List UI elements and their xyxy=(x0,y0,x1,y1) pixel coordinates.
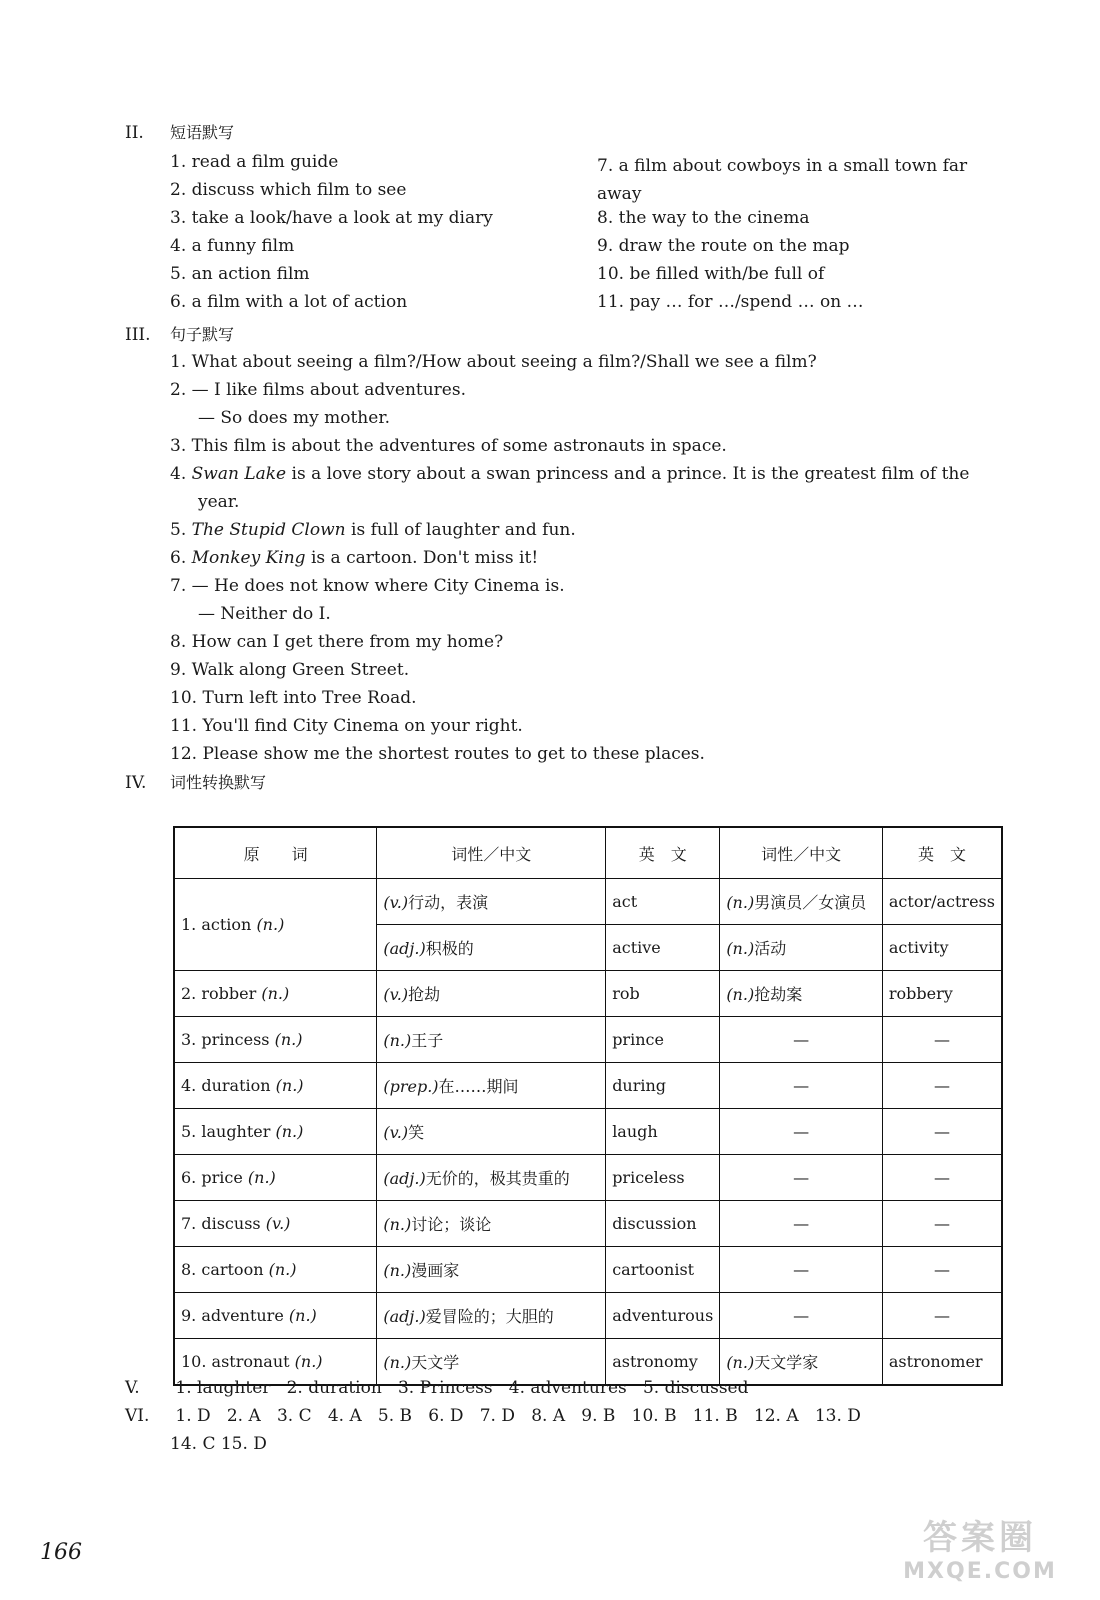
list-item: 12. Please show me the shortest routes to get to these places. xyxy=(170,744,705,764)
section-iv-heading xyxy=(125,770,266,793)
table-cell: (v.)行动，表演 xyxy=(377,879,606,925)
list-item: 9. Walk along Green Street. xyxy=(170,660,410,680)
table-row xyxy=(174,1063,1002,1109)
table-cell: active xyxy=(606,925,720,971)
table-cell: — xyxy=(882,1155,1002,1201)
table-cell: — xyxy=(720,1017,883,1063)
table-cell: (n.)王子 xyxy=(377,1017,606,1063)
table-cell: — xyxy=(720,1293,883,1339)
section-iii-number: III. xyxy=(125,325,151,345)
list-item: 5. The Stupid Clown is full of laughter and fun. xyxy=(170,520,576,540)
table-cell: discussion xyxy=(606,1201,720,1247)
watermark-bottom: MXQE.COM xyxy=(903,1559,1057,1584)
table-cell: — xyxy=(882,1293,1002,1339)
table-cell: — xyxy=(720,1155,883,1201)
table-row xyxy=(174,1109,1002,1155)
list-item: 4. a funny film xyxy=(170,236,295,256)
section-iii-title: 句子默写 xyxy=(170,325,235,344)
table-cell: 8. cartoon (n.) xyxy=(174,1247,377,1293)
list-item: 6. Monkey King is a cartoon. Don't miss it! xyxy=(170,548,539,568)
section-v-text: 1. laughter 2. duration 3. Princess 4. adventures 5. discussed xyxy=(175,1378,749,1398)
list-item: 2. discuss which film to see xyxy=(170,180,407,200)
list-item: — So does my mother. xyxy=(198,408,390,428)
list-item: 11. pay … for …/spend … on … xyxy=(597,292,864,312)
table-cell: (v.)抢劫 xyxy=(377,971,606,1017)
list-item: 10. Turn left into Tree Road. xyxy=(170,688,417,708)
table-cell: act xyxy=(606,879,720,925)
column-header: 英 文 xyxy=(606,827,720,879)
list-item: — Neither do I. xyxy=(198,604,331,624)
table-cell: 6. price (n.) xyxy=(174,1155,377,1201)
table-cell: — xyxy=(882,1109,1002,1155)
section-vi-answers xyxy=(125,1406,861,1426)
section-iii-heading xyxy=(125,322,234,345)
table-cell: during xyxy=(606,1063,720,1109)
table-cell: rob xyxy=(606,971,720,1017)
section-vi-line2: 14. C 15. D xyxy=(170,1434,267,1454)
table-cell: cartoonist xyxy=(606,1247,720,1293)
list-item: 1. What about seeing a film?/How about seeing a film?/Shall we see a film? xyxy=(170,352,817,372)
table-cell: 7. discuss (v.) xyxy=(174,1201,377,1247)
section-vi-number: VI. xyxy=(125,1406,150,1426)
page-number: 166 xyxy=(40,1540,82,1565)
section-ii-title: 短语默写 xyxy=(170,123,235,142)
table-cell: 3. princess (n.) xyxy=(174,1017,377,1063)
list-item: 11. You'll find City Cinema on your right. xyxy=(170,716,523,736)
column-header: 原 词 xyxy=(174,827,377,879)
section-v-number: V. xyxy=(125,1378,140,1398)
section-vi-line1: 1. D 2. A 3. C 4. A 5. B 6. D 7. D 8. A 9. B 10. B 11. B 12. A 13. D xyxy=(175,1406,861,1426)
table-cell: (n.)活动 xyxy=(720,925,883,971)
table-cell: — xyxy=(720,1063,883,1109)
table-cell: (n.)男演员／女演员 xyxy=(720,879,883,925)
column-header: 词性／中文 xyxy=(377,827,606,879)
table-cell: — xyxy=(882,1247,1002,1293)
table-cell: prince xyxy=(606,1017,720,1063)
table-header-row xyxy=(174,827,1002,879)
list-item: 10. be filled with/be full of xyxy=(597,264,825,284)
table-cell: (adj.)爱冒险的；大胆的 xyxy=(377,1293,606,1339)
table-cell: (adj.)无价的，极其贵重的 xyxy=(377,1155,606,1201)
table-row xyxy=(174,1155,1002,1201)
table-cell: (v.)笑 xyxy=(377,1109,606,1155)
table-cell: (n.)天文学家 xyxy=(720,1339,883,1386)
table-cell: — xyxy=(720,1109,883,1155)
table-cell: robbery xyxy=(882,971,1002,1017)
column-header: 词性／中文 xyxy=(720,827,883,879)
word-form-table xyxy=(173,826,1003,1386)
list-item: 5. an action film xyxy=(170,264,310,284)
table-cell: astronomy xyxy=(606,1339,720,1386)
list-item: year. xyxy=(198,492,240,512)
table-cell: 10. astronaut (n.) xyxy=(174,1339,377,1386)
table-cell: — xyxy=(720,1201,883,1247)
section-ii-number: II. xyxy=(125,123,144,143)
section-iv-number: IV. xyxy=(125,773,147,793)
table-row xyxy=(174,1201,1002,1247)
table-cell: activity xyxy=(882,925,1002,971)
table-cell: (n.)抢劫案 xyxy=(720,971,883,1017)
list-item: 3. This film is about the adventures of some astronauts in space. xyxy=(170,436,727,456)
table-row xyxy=(174,1247,1002,1293)
table-cell: 5. laughter (n.) xyxy=(174,1109,377,1155)
list-item: 7. — He does not know where City Cinema is. xyxy=(170,576,565,596)
table-cell: — xyxy=(882,1017,1002,1063)
list-item: 7. a film about cowboys in a small town far away xyxy=(597,156,968,204)
list-item: 8. How can I get there from my home? xyxy=(170,632,504,652)
list-item: 2. — I like films about adventures. xyxy=(170,380,466,400)
table-cell: priceless xyxy=(606,1155,720,1201)
table-cell: 2. robber (n.) xyxy=(174,971,377,1017)
table-cell: adventurous xyxy=(606,1293,720,1339)
table-cell: 4. duration (n.) xyxy=(174,1063,377,1109)
column-header: 英 文 xyxy=(882,827,1002,879)
table-cell: (n.)天文学 xyxy=(377,1339,606,1386)
table-cell: 9. adventure (n.) xyxy=(174,1293,377,1339)
table-row xyxy=(174,1017,1002,1063)
table-cell: laugh xyxy=(606,1109,720,1155)
list-item: 9. draw the route on the map xyxy=(597,236,850,256)
table-cell: (n.)漫画家 xyxy=(377,1247,606,1293)
table-cell: actor/actress xyxy=(882,879,1002,925)
section-v-answers xyxy=(125,1378,749,1398)
list-item: 8. the way to the cinema xyxy=(597,208,810,228)
list-item: 1. read a film guide xyxy=(170,152,339,172)
table-row xyxy=(174,879,1002,925)
section-iv-title: 词性转换默写 xyxy=(170,773,267,792)
table-cell: — xyxy=(720,1247,883,1293)
watermark-top: 答案圈 xyxy=(923,1518,1037,1558)
table-cell: 1. action (n.) xyxy=(174,879,377,971)
table-cell: astronomer xyxy=(882,1339,1002,1386)
table-row xyxy=(174,971,1002,1017)
list-item: 3. take a look/have a look at my diary xyxy=(170,208,493,228)
table-row xyxy=(174,1293,1002,1339)
table-cell: (prep.)在……期间 xyxy=(377,1063,606,1109)
watermark-logo xyxy=(880,1510,1080,1590)
table-cell: (adj.)积极的 xyxy=(377,925,606,971)
list-item: 6. a film with a lot of action xyxy=(170,292,408,312)
table-cell: (n.)讨论；谈论 xyxy=(377,1201,606,1247)
table-cell: — xyxy=(882,1063,1002,1109)
section-ii-heading xyxy=(125,120,234,143)
list-item: 4. Swan Lake is a love story about a swan princess and a prince. It is the greatest film of the xyxy=(170,464,970,484)
table-cell: — xyxy=(882,1201,1002,1247)
